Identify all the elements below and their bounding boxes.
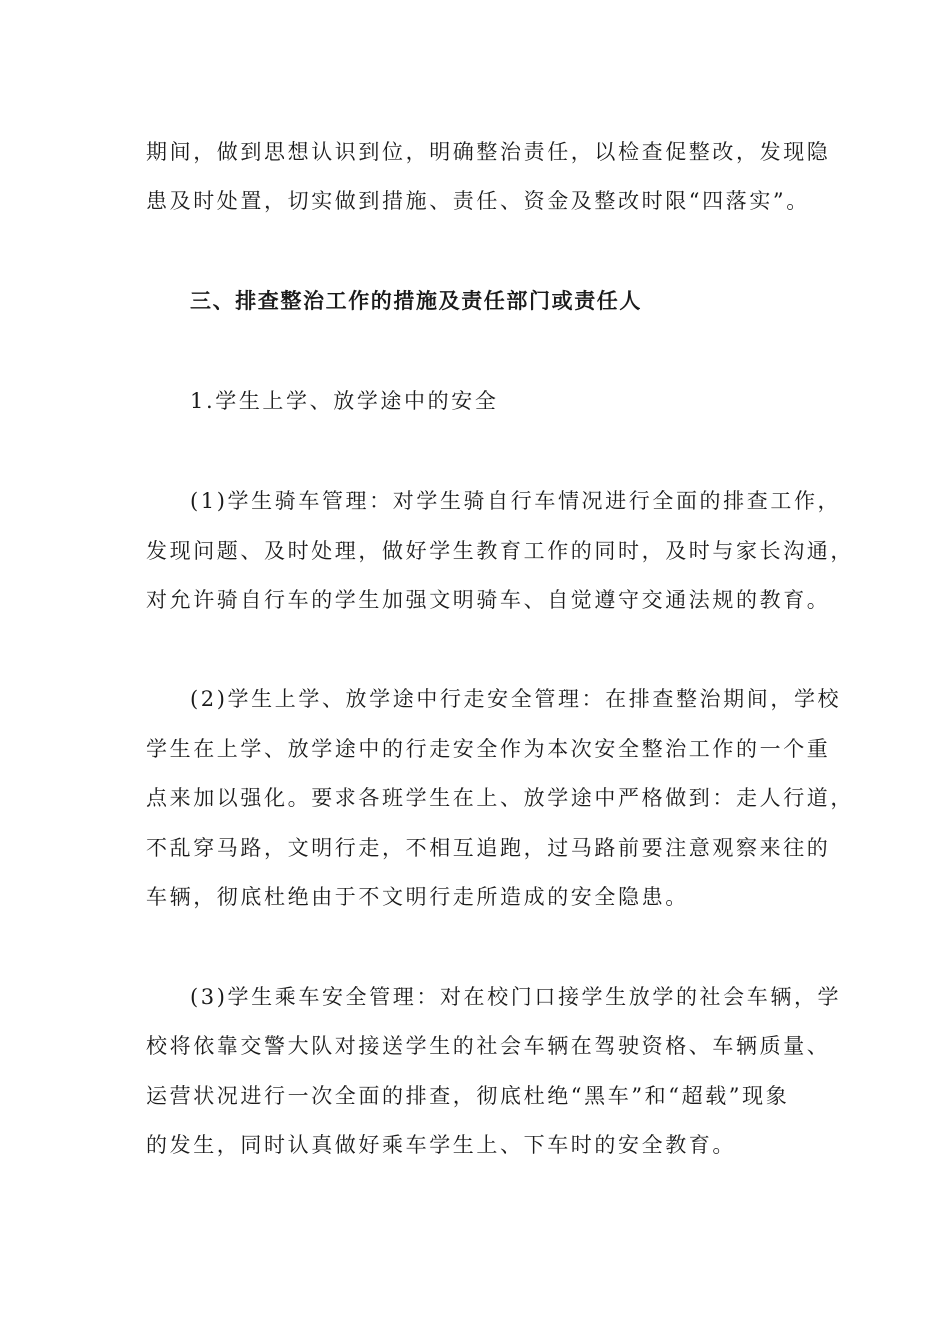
- paragraph-3-line-2: 校将依靠交警大队对接送学生的社会车辆在驾驶资格、车辆质量、: [146, 1034, 831, 1058]
- paragraph-3-line-4: 的发生，同时认真做好乘车学生上、下车时的安全教育。: [146, 1133, 736, 1157]
- subheading: 1.学生上学、放学途中的安全: [190, 389, 499, 413]
- intro-line-2: 患及时处置，切实做到措施、责任、资金及整改时限“四落实”。: [146, 189, 810, 213]
- paragraph-2-line-4: 不乱穿马路，文明行走，不相互追跑，过马路前要注意观察来往的: [146, 836, 831, 860]
- paragraph-1-line-2: 发现问题、及时处理，做好学生教育工作的同时，及时与家长沟通，: [146, 539, 854, 563]
- section-heading: 三、排查整治工作的措施及责任部门或责任人: [190, 288, 642, 313]
- paragraph-2-line-2: 学生在上学、放学途中的行走安全作为本次安全整治工作的一个重: [146, 737, 831, 761]
- paragraph-3-line-3: 运营状况进行一次全面的排查，彻底杜绝“黑车”和“超载”现象: [146, 1084, 790, 1108]
- paragraph-1-line-3: 对允许骑自行车的学生加强文明骑车、自觉遵守交通法规的教育。: [146, 588, 831, 612]
- paragraph-2-line-5: 车辆，彻底杜绝由于不文明行走所造成的安全隐患。: [146, 885, 689, 909]
- intro-line-1: 期间，做到思想认识到位，明确整治责任，以检查促整改，发现隐: [146, 140, 831, 164]
- paragraph-2-line-1: (2)学生上学、放学途中行走安全管理：在排查整治期间，学校: [190, 687, 842, 711]
- paragraph-3-line-1: (3)学生乘车安全管理：对在校门口接学生放学的社会车辆，学: [190, 985, 842, 1009]
- paragraph-2-line-3: 点来加以强化。要求各班学生在上、放学途中严格做到：走人行道，: [146, 786, 854, 810]
- paragraph-1-line-1: (1)学生骑车管理：对学生骑自行车情况进行全面的排查工作，: [190, 489, 842, 513]
